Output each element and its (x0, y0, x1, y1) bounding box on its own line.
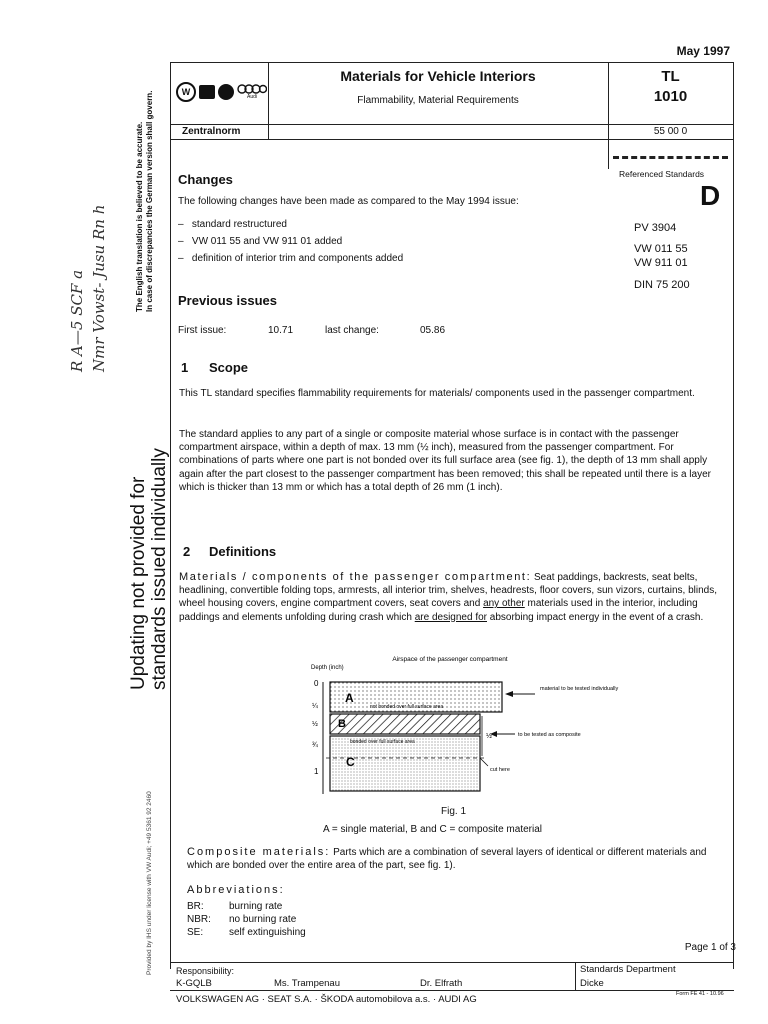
figure-1 (290, 654, 650, 799)
not-bonded-note: not bonded over full surface area (370, 704, 444, 710)
seat-logo-icon (199, 85, 215, 99)
tick-label: 0 (314, 679, 319, 688)
responsibility-label: Responsibility: (176, 966, 235, 976)
definitions-number: 2 (183, 544, 191, 559)
brand-logos (176, 82, 267, 102)
previous-heading: Previous issues (178, 293, 277, 308)
tick-label: 1 (314, 767, 319, 776)
referenced-item: VW 011 55 (634, 243, 688, 255)
half-inch-mark: ½ (486, 733, 492, 740)
figure-legend: A = single material, B and C = composite material (323, 824, 542, 835)
updating-notice: Updating not provided for standards issued individually (128, 448, 170, 690)
last-change-label: last change: (325, 325, 379, 336)
document-title: Materials for Vehicle Interiors (340, 68, 536, 84)
department-person: Dicke (580, 978, 604, 989)
first-issue-label: First issue: (178, 325, 227, 336)
list-item: – VW 011 55 and VW 911 01 added (178, 236, 343, 247)
skoda-logo-icon (218, 84, 234, 100)
depth-label: Depth (inch) (311, 665, 344, 671)
layer-b-label: B (338, 718, 346, 730)
zentralnorm-label: Zentralnorm (182, 126, 241, 137)
composite-definition: Composite materials: Parts which are a combination of several layers of identical or different materials and which are bonded over the entire area of the part, see fig. 1). (187, 846, 707, 872)
company-line: VOLKSWAGEN AG · SEAT S.A. · ŠKODA automobilova a.s. · AUDI AG (176, 994, 477, 1005)
tick-label: ¾ (312, 742, 318, 749)
tick-label: ½ (312, 721, 318, 728)
referenced-title: Referenced Standards (619, 169, 705, 179)
abbreviation-row: BR: burning rate (187, 901, 283, 912)
scope-number: 1 (181, 360, 189, 375)
referenced-item: DIN 75 200 (634, 279, 690, 291)
layer-c-label: C (346, 755, 355, 769)
list-item: – standard restructured (178, 219, 287, 230)
abbreviation-list (187, 900, 306, 939)
scope-heading: Scope (209, 360, 249, 375)
document-subtitle: Flammability, Material Requirements (357, 95, 519, 106)
layer-b (330, 714, 480, 734)
last-change-value: 05.86 (420, 325, 446, 336)
responsible-person-1: Ms. Trampenau (274, 978, 340, 989)
definitions-heading: Definitions (209, 544, 277, 559)
abbreviation-row: NBR: no burning rate (187, 914, 297, 925)
referenced-item: VW 911 01 (634, 257, 688, 269)
list-item: – definition of interior trim and components added (178, 253, 404, 264)
audi-logo-icon: Audi (237, 84, 267, 100)
abbreviations-heading: Abbreviations: (187, 884, 285, 896)
handwritten-note: R A—5 SCF a Nmr Vowst- Jusu Rn h (68, 204, 108, 372)
abbreviation-row: SE: self extinguishing (187, 927, 306, 938)
referenced-list (634, 221, 690, 292)
translation-notice: The English translation is believed to be accurate. In case of discrepancies the German version shall govern. (135, 90, 154, 312)
figure-caption: Fig. 1 (441, 806, 467, 817)
materials-definition: Materials / components of the passenger compartment: Seat paddings, backrests, seat belts, headlining, convertible folding tops, armrests, all interior trim, shelves, headrests, floor covers, sun vizors, curtains, blinds, wheel housing covers, engine compartment covers, seat covers and any other materials used in the interior, including paddings and elements unfolding during crash which are designed for absorbing impact energy in the event of a crash. (179, 571, 718, 623)
tick-label: ¼ (312, 703, 318, 710)
layer-a-label: A (345, 691, 354, 705)
referenced-dashes (613, 156, 728, 159)
scope-paragraph-1: This TL standard specifies flammability requirements for materials/ components used in the passenger compartment. (179, 388, 695, 399)
responsibility-code: K-GQLB (176, 978, 212, 989)
copyright-notice: Provided by IHS under license with VW Audi; +49 5361 92 2460 (146, 791, 153, 975)
first-issue-value: 10.71 (268, 325, 294, 336)
referenced-item: PV 3904 (634, 222, 677, 234)
page-number: Page 1 of 3 (684, 942, 736, 953)
form-number: Form FE 41 - 10.96 (676, 991, 724, 997)
tested-individually-note: material to be tested individually (540, 686, 619, 692)
department-label: Standards Department (580, 964, 676, 975)
changes-intro: The following changes have been made as compared to the May 1994 issue: (178, 196, 519, 207)
class-code: 55 00 0 (653, 126, 688, 137)
tested-composite-note: to be tested as composite (518, 732, 581, 738)
cut-here-note: cut here (490, 767, 510, 773)
layer-diagram (290, 654, 650, 799)
vw-logo-icon: W (176, 82, 196, 102)
issue-date: May 1997 (676, 44, 730, 58)
responsible-person-2: Dr. Elfrath (420, 978, 463, 989)
airspace-label: Airspace of the passenger compartment (392, 656, 508, 663)
changes-heading: Changes (178, 172, 233, 187)
scope-paragraph-2: The standard applies to any part of a single or composite material whose surface is in contact with the passenger compartment airspace, within a depth of max. 13 mm (½ inch), measured from the passenger compartment. For combinations of parts where one part is not bonded over its full surface area (see fig. 1), the depth of 13 mm shall apply again after the part closest to the passenger compartment has been removed; this shall be repeated until there is a layer which is thicker than 13 mm or which has a total depth of 26 mm (1 inch). (179, 429, 711, 493)
standard-id: TL 1010 (653, 68, 688, 105)
revision-letter: D (700, 180, 721, 211)
changes-list (178, 216, 403, 267)
